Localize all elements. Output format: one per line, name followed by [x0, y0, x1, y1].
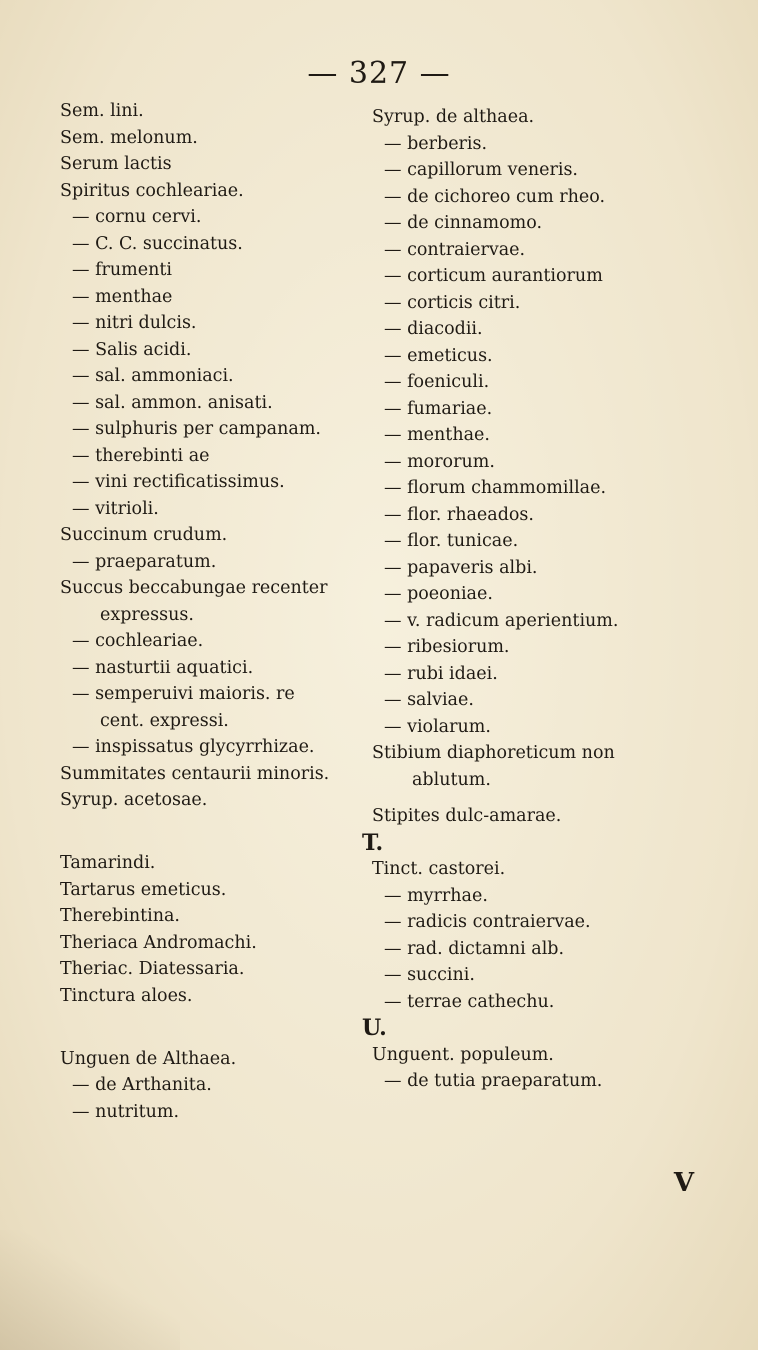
entry-line: — sal. ammon. anisati.	[72, 392, 273, 413]
entry-line: — Salis acidi.	[72, 339, 192, 360]
entry-line: Theriaca Andromachi.	[60, 932, 257, 953]
entry-line: — corticis citri.	[384, 292, 521, 313]
entry-line: — flor. tunicae.	[384, 531, 519, 551]
entry-line: Spiritus cochleariae.	[60, 180, 244, 201]
entry-line: — florum chammomillae.	[384, 478, 607, 498]
entry-line: Succinum crudum.	[60, 525, 228, 545]
entry-line: — de cinnamomo.	[384, 213, 543, 233]
entry-line: Stipites dulc-amarae.	[372, 806, 562, 826]
entry-line: — radicis contraiervae.	[384, 912, 591, 932]
entry-line: Serum lactis	[60, 154, 172, 174]
entry-line: — poeoniae.	[384, 584, 493, 604]
entry-line: ablutum.	[412, 769, 491, 790]
entry-line: — v. radicum aperientium.	[384, 610, 619, 631]
entry-line: Summitates centaurii minoris.	[60, 763, 330, 784]
entry-line: Sem. melonum.	[60, 127, 198, 148]
entry-line: — emeticus.	[384, 345, 493, 366]
spacer	[60, 814, 370, 841]
section-letter: U.	[362, 1015, 387, 1041]
entry-line: — salviae.	[384, 690, 474, 710]
entry-line: — therebinti ae	[72, 445, 210, 466]
entry-line: — corticum aurantiorum	[384, 266, 603, 286]
entry-line: Unguen de Althaea.	[60, 1048, 237, 1069]
entry-line: — flor. rhaeados.	[384, 504, 534, 525]
entry-line: Tamarindi.	[60, 853, 156, 873]
entry-line: — menthae.	[384, 425, 490, 445]
entry-line: — contraiervae.	[384, 239, 526, 260]
page-edge-shadow	[0, 1230, 180, 1350]
entry-line: Syrup. acetosae.	[60, 790, 208, 810]
entry-line: — menthae	[72, 286, 173, 307]
page-number: — 327 —	[307, 56, 451, 91]
entry-line: — rad. dictamni alb.	[384, 938, 565, 959]
entry-line: Tinct. castorei.	[372, 859, 506, 879]
entry-line: — fumariae.	[384, 398, 493, 419]
section-letter: T.	[362, 829, 384, 856]
right-column	[362, 104, 712, 1095]
entry-line: — succini.	[384, 965, 475, 985]
entry-line: — diacodii.	[384, 319, 483, 339]
entry-line: — nutritum.	[72, 1101, 180, 1122]
entry-line: — mororum.	[384, 451, 495, 472]
entry-line: Theriac. Diatessaria.	[60, 959, 245, 979]
entry-line: — semperuivi maioris. re	[72, 684, 295, 704]
entry-line: Succus beccabungae recenter	[60, 578, 328, 598]
entry-line: expressus.	[100, 604, 194, 625]
entry-line: — de cichoreo cum rheo.	[384, 186, 606, 207]
entry-line: — cornu cervi.	[72, 207, 202, 227]
entry-line: — vitrioli.	[72, 498, 159, 519]
entry-line: Sem. lini.	[60, 101, 144, 121]
entry-line: Therebintina.	[60, 906, 180, 926]
spacer	[372, 793, 712, 803]
entry-line: — berberis.	[384, 133, 488, 154]
entry-line: — terrae cathechu.	[384, 991, 555, 1012]
entry-line: — de Arthanita.	[72, 1075, 212, 1095]
entry-line: — vini rectificatissimus.	[72, 472, 285, 492]
entry-line: cent. expressi.	[100, 710, 229, 731]
entry-line: — cochleariae.	[72, 631, 204, 651]
spacer	[60, 1036, 370, 1046]
entry-line: — de tutia praeparatum.	[384, 1071, 603, 1091]
entry-line: Unguent. populeum.	[372, 1044, 554, 1065]
entry-line: Tinctura aloes.	[60, 985, 193, 1006]
entry-line: — ribesiorum.	[384, 637, 510, 657]
entry-line: — papaveris albi.	[384, 557, 538, 578]
entry-line: — myrrhae.	[384, 885, 488, 906]
spacer	[60, 1009, 370, 1036]
signature-mark: V	[673, 1168, 694, 1198]
entry-line: — capillorum veneris.	[384, 160, 578, 180]
entry-line: Stibium diaphoreticum non	[372, 743, 615, 763]
entry-line: — rubi idaei.	[384, 663, 498, 684]
entry-line: — nasturtii aquatici.	[72, 657, 254, 678]
entry-line: — C. C. succinatus.	[72, 233, 243, 254]
entry-line: — sal. ammoniaci.	[72, 366, 234, 386]
entry-line: — sulphuris per campanam.	[72, 419, 321, 439]
entry-line: — praeparatum.	[72, 551, 217, 572]
entry-line: — foeniculi.	[384, 372, 490, 392]
entry-line: — frumenti	[72, 260, 173, 280]
entry-line: — violarum.	[384, 716, 491, 737]
entry-line: Syrup. de althaea.	[372, 107, 535, 127]
left-column	[60, 98, 370, 1125]
entry-line: — nitri dulcis.	[72, 313, 197, 333]
entry-line: Tartarus emeticus.	[60, 879, 227, 900]
entry-line: — inspissatus glycyrrhizae.	[72, 737, 315, 757]
spacer	[60, 840, 370, 850]
